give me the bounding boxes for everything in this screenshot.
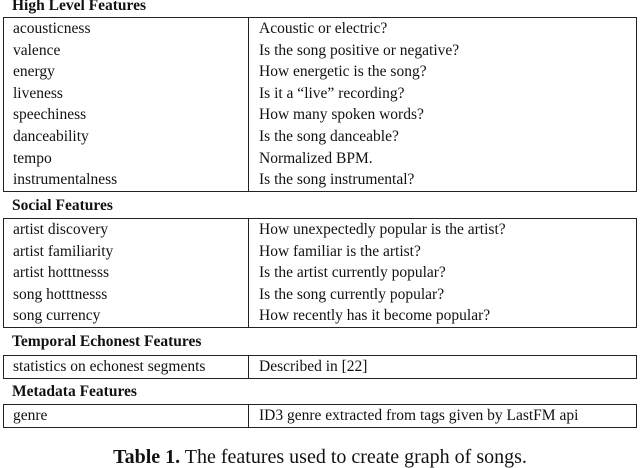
feature-name: artist familiarity [4, 241, 249, 263]
feature-description: How recently has it become popular? [259, 307, 491, 325]
temporal-echonest-features-table [3, 355, 637, 379]
feature-description: Is the song danceable? [259, 127, 399, 145]
feature-name: statistics on echonest segments [4, 356, 249, 379]
feature-description: How many spoken words? [259, 106, 424, 124]
metadata-features-table [3, 404, 637, 428]
caption-text: The features used to create graph of songs. [184, 446, 527, 468]
feature-description: ID3 genre extracted from tags given by LastFM api [259, 407, 579, 424]
table-row [4, 169, 637, 191]
feature-name: energy [4, 61, 249, 83]
table-row [4, 83, 637, 105]
feature-description: Acoustic or electric? [259, 20, 388, 37]
table-row [4, 126, 637, 148]
feature-description: Is the artist currently popular? [259, 264, 446, 282]
feature-description: How unexpectedly popular is the artist? [259, 221, 506, 238]
feature-name: artist hotttnesss [4, 262, 249, 284]
table-row [4, 356, 637, 379]
table-row [4, 219, 637, 241]
social-features-table [3, 218, 637, 328]
section-title-metadata: Metadata Features [12, 383, 137, 400]
feature-description: Is the song instrumental? [259, 171, 415, 189]
high-level-features-table [3, 17, 637, 192]
table-row [4, 104, 637, 126]
feature-description: Is it a “live” recording? [259, 84, 405, 102]
feature-name: song currency [4, 305, 249, 327]
table-caption [0, 446, 640, 468]
section-title-high-level: High Level Features [12, 0, 147, 14]
table-row [4, 241, 637, 263]
feature-name: tempo [4, 148, 249, 170]
caption-label: Table 1. [113, 446, 181, 468]
feature-name: artist discovery [4, 219, 249, 241]
feature-name: liveness [4, 83, 249, 105]
feature-description: Normalized BPM. [259, 149, 373, 167]
section-title-social: Social Features [12, 197, 113, 214]
section-title-temporal-echonest: Temporal Echonest Features [12, 333, 202, 350]
feature-description: Is the song positive or negative? [259, 41, 460, 59]
table-row [4, 148, 637, 170]
feature-description: How familiar is the artist? [259, 242, 421, 260]
table-row [4, 262, 637, 284]
table-row [4, 284, 637, 306]
feature-description: Described in [22] [259, 358, 368, 375]
feature-name: valence [4, 40, 249, 62]
feature-description: Is the song currently popular? [259, 285, 445, 303]
table-row [4, 40, 637, 62]
feature-name: acousticness [4, 18, 249, 40]
table-row [4, 61, 637, 83]
table-row [4, 305, 637, 327]
feature-description: How energetic is the song? [259, 63, 427, 81]
feature-name: instrumentalness [4, 169, 249, 191]
table-row [4, 18, 637, 40]
table-row [4, 405, 637, 428]
feature-name: speechiness [4, 104, 249, 126]
feature-name: song hotttnesss [4, 284, 249, 306]
feature-name: danceability [4, 126, 249, 148]
feature-name: genre [4, 405, 249, 428]
